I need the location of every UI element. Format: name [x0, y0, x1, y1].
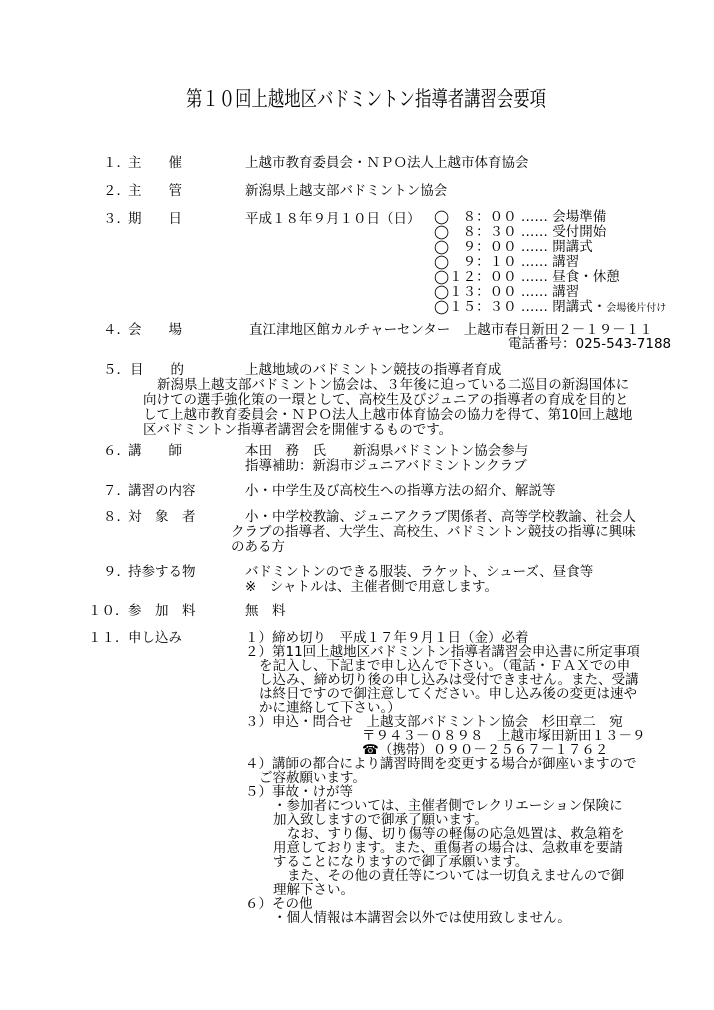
item-11-line: ５）事故・けが等	[245, 784, 353, 800]
item-11-line: かに連絡して下さい。）	[259, 700, 401, 716]
item-2-num: ２．	[103, 183, 130, 199]
item-9-line: バドミントンのできる服装、ラケット、シューズ、昼食等	[245, 564, 594, 580]
item-11-line: １）締め切り 平成１７年９月１日（金）必着	[245, 630, 529, 646]
item-1-content: 上越市教育委員会・ＮＰＯ法人上越市体育協会	[245, 155, 529, 171]
item-11-line: を記入し、下記まで申し込んで下さい。（電話・ＦＡＸでの申	[259, 658, 631, 674]
schedule-time: １２：００	[449, 269, 517, 285]
item-3-label: 期 日	[128, 211, 182, 227]
item-5-heading: 上越地域のバドミントン競技の指導者育成	[245, 362, 502, 378]
item-11-line: ご容赦願います。	[259, 770, 366, 786]
item-5-line: 向けての選手強化策の一環として、高校生及びジュニアの指導者の育成を目的と	[143, 392, 629, 408]
schedule-dots: ‥‥‥	[520, 299, 548, 315]
item-5-label: 目 的	[130, 362, 184, 378]
schedule-event: 受付開始	[552, 224, 607, 240]
item-8-line: のある方	[231, 539, 285, 555]
item-10-content: 無 料	[245, 603, 286, 619]
schedule-mark: ◯	[434, 284, 450, 300]
item-11-line: ・個人情報は本講習会以外では使用致しません。	[273, 910, 571, 926]
item-6-line: 指導補助：新潟市ジュニアバドミントンクラブ	[245, 458, 527, 474]
item-7-num: ７．	[103, 483, 130, 499]
schedule-row	[434, 256, 579, 270]
item-7-content: 小・中学生及び高校生への指導方法の紹介、解説等	[245, 483, 556, 499]
item-11-num: １１．	[88, 630, 129, 646]
schedule-dots: ‥‥‥	[520, 254, 548, 270]
item-3-date: 平成１８年９月１０日（日）	[245, 211, 421, 227]
item-11-label: 申し込み	[128, 630, 182, 646]
schedule-row	[434, 271, 620, 285]
item-11-line: は終日ですので御注意してください。申し込み後の変更は速や	[259, 686, 637, 702]
item-5-num: ５．	[103, 362, 130, 378]
item-6-label: 講 師	[128, 443, 182, 459]
item-4-venue: 直江津地区館カルチャーセンター 上越市春日新田２－１９－１１	[249, 322, 653, 338]
item-1-num: １．	[103, 155, 130, 171]
schedule-time: ８：００	[449, 209, 517, 225]
item-10-label: 参 加 料	[128, 603, 196, 619]
item-11-line: ６）その他	[245, 896, 313, 912]
schedule-time: ８：３０	[449, 224, 517, 240]
item-7-label: 講習の内容	[128, 483, 196, 499]
item-4-phone: 電話番号：025-543-7188	[508, 336, 672, 352]
schedule-time: １５：３０	[449, 299, 517, 315]
schedule-mark: ◯	[434, 209, 450, 225]
item-11-line: することになりますので御了承願います。	[273, 854, 529, 870]
item-6-num: ６．	[103, 443, 130, 459]
schedule-mark: ◯	[434, 239, 450, 255]
item-8-label: 対 象 者	[128, 509, 196, 525]
schedule-dots: ‥‥‥	[520, 239, 548, 255]
item-11-line: 加入致しますので御承了願います。	[273, 812, 488, 828]
item-11-line: また、その他の責任等については一切負えませんので御	[287, 868, 625, 884]
schedule-event: 会場準備	[552, 209, 607, 225]
item-1-label: 主 催	[128, 155, 182, 171]
schedule-row	[434, 301, 666, 315]
schedule-event-small: 会場後片付け	[606, 303, 667, 314]
item-11-line: ４）講師の都合により講習時間を変更する場合が御座いますので	[245, 756, 637, 772]
item-8-line: 小・中学校教諭、ジュニアクラブ関係者、高等学校教諭、社会人	[245, 509, 636, 525]
item-2-label: 主 管	[128, 183, 182, 199]
schedule-row	[434, 286, 579, 300]
item-2-content: 新潟県上越支部バドミントン協会	[245, 183, 448, 199]
schedule-event: 開講式	[552, 239, 593, 255]
item-11-line: 理解下さい。	[273, 882, 354, 898]
schedule-dots: ‥‥‥	[520, 269, 548, 285]
schedule-dots: ‥‥‥	[520, 209, 548, 225]
item-8-num: ８．	[103, 509, 130, 525]
item-11-line: 〒９４３－０８９８ 上越市塚田新田１３－９	[362, 728, 646, 744]
item-11-line: ３）申込・問合せ 上越支部バドミントン協会 杉田章二 宛	[245, 714, 623, 730]
item-9-line: ※ シャトルは、主催者側で用意します。	[245, 579, 498, 595]
item-5-line: 新潟県上越支部バドミントン協会は、３年後に迫っている二巡目の新潟国体に	[157, 377, 630, 393]
item-4-label: 会 場	[128, 322, 182, 338]
item-3-num: ３．	[103, 211, 130, 227]
schedule-mark: ◯	[434, 254, 450, 270]
item-11-line: ・参加者については、主催者側でレクリエーション保険に	[273, 798, 623, 814]
schedule-time: １３：００	[449, 284, 517, 300]
schedule-mark: ◯	[434, 269, 450, 285]
schedule-event: 昼食・休憩	[552, 269, 620, 285]
item-5-line: して上越市教育委員会・ＮＰＯ法人上越市体育協会の協力を得て、第10回上越地	[143, 407, 633, 423]
item-9-label: 持参する物	[128, 564, 196, 580]
schedule-mark: ◯	[434, 299, 450, 315]
item-11-line: し込み、締め切り後の申し込みは受付できません。また、受講	[259, 672, 639, 688]
schedule-dots: ‥‥‥	[520, 284, 548, 300]
schedule-row	[434, 241, 593, 255]
item-4-num: ４．	[103, 322, 130, 338]
schedule-event: 講習	[552, 284, 580, 300]
schedule-dots: ‥‥‥	[520, 224, 548, 240]
item-11-line: ２）第11回上越地区バドミントン指導者講習会申込書に所定事項	[245, 644, 640, 660]
item-11-line: 用意しております。また、重傷者の場合は、急救車を要請	[273, 840, 623, 856]
schedule-event: 講習	[552, 254, 580, 270]
schedule-row	[434, 211, 606, 225]
item-8-line: クラブの指導者、大学生、高校生、バドミントン競技の指導に興味	[231, 524, 636, 540]
item-9-num: ９．	[103, 564, 130, 580]
schedule-event: 閉講式・	[552, 299, 607, 315]
item-5-line: 区バドミントン指導者講習会を開催するものです。	[143, 422, 453, 438]
schedule-row	[434, 226, 606, 240]
item-11-line: なお、すり傷、切り傷等の軽傷の応急処置は、救急箱を	[287, 826, 625, 842]
item-11-line: ☎（携帯）０９０－２５６７－１７６２	[362, 742, 609, 758]
schedule-mark: ◯	[434, 224, 450, 240]
schedule-time: ９：００	[449, 239, 517, 255]
page-title: 第１０回上越地区バドミントン指導者講習会要項	[186, 87, 547, 111]
schedule-time: ９：１０	[449, 254, 517, 270]
item-6-line: 本田 務 氏 新潟県バドミントン協会参与	[245, 443, 529, 459]
item-10-num: １０．	[88, 603, 129, 619]
